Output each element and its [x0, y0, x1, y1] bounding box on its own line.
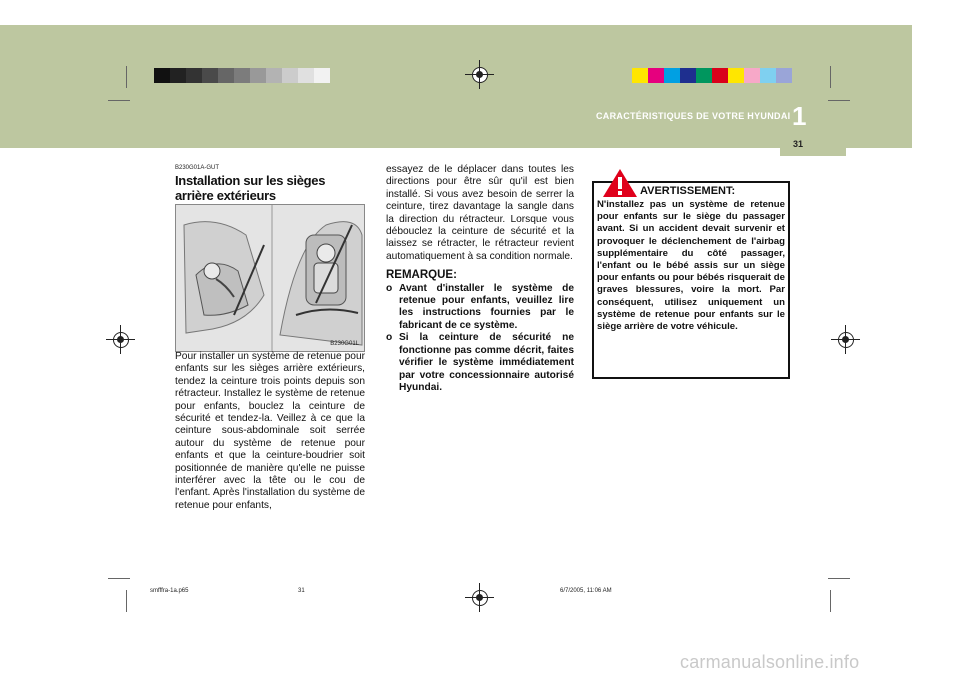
- color-swatch: [776, 68, 792, 83]
- color-swatch: [632, 68, 648, 83]
- warning-title: AVERTISSEMENT:: [640, 185, 736, 197]
- color-swatch: [202, 68, 218, 83]
- remark-item: [386, 332, 574, 394]
- color-swatch: [744, 68, 760, 83]
- crop-mark: [108, 578, 130, 579]
- footer-page: 31: [298, 588, 305, 594]
- color-swatch: [298, 68, 314, 83]
- color-swatch: [648, 68, 664, 83]
- child-seat-drawing: [176, 205, 365, 352]
- watermark: carmanualsonline.info: [680, 652, 860, 672]
- crop-mark: [108, 100, 130, 101]
- child-seat-illustration: [175, 204, 365, 352]
- registration-mark-icon: [472, 590, 488, 606]
- remark-item: [386, 283, 574, 333]
- page-number: 31: [793, 139, 804, 149]
- crop-mark: [126, 590, 127, 612]
- color-swatch: [186, 68, 202, 83]
- registration-mark-icon: [838, 332, 854, 348]
- section-code: B230G01A-GUT: [175, 165, 220, 171]
- registration-mark-icon: [113, 332, 129, 348]
- remark-bullet: o: [386, 282, 393, 294]
- color-swatch: [664, 68, 680, 83]
- footer-filename: smfffra-1a.p65: [150, 588, 189, 594]
- color-swatch: [266, 68, 282, 83]
- left-body-text: Pour installer un système de retenue pour enfants sur les sièges arrière extérieurs, tendez la ceinture trois points depuis son rétracteur. Installez le système de retenue pour enfants, bouclez la ceinture de sécurité et tendez-la. Veillez à ce que la ceinture sous-abdominale soit serrée autour du système de retenue pour enfants et que la ceinture-boudrier soit positionnée de manière qu'elle ne puisse interférer avec la tête ou le cou de l'enfant. Après l'installation du système de retenue pour enfants,: [175, 351, 365, 511]
- section-title: CARACTÉRISTIQUES DE VOTRE HYUNDAI: [596, 111, 791, 121]
- remark-bullet: o: [386, 332, 393, 344]
- color-swatch: [154, 68, 170, 83]
- crop-mark: [830, 66, 831, 88]
- color-swatch: [282, 68, 298, 83]
- warning-triangle-icon: [602, 168, 638, 198]
- color-swatch: [712, 68, 728, 83]
- figure-label: B230G01L: [330, 341, 359, 347]
- remark-text: Avant d'installer le système de retenue pour enfants, veuillez lire les instructions fournies par le fabricant de ce système.: [399, 282, 574, 331]
- warning-text: N'installez pas un système de retenue pour enfants sur le siège du passager avant. Si un accident devait survenir et provoquer le déclenchement de l'airbag supplémentaire du côté passager, l'enfant ou le bébé assis sur un siège pour enfants ou pour bébés risquerait de graves blessures, voire la mort. Par conséquent, utilisez uniquement un système de retenue pour enfants sur le siège arrière de votre véhicule.: [597, 199, 785, 333]
- color-swatch: [696, 68, 712, 83]
- middle-body-text: essayez de le déplacer dans toutes les directions pour être sûr qu'il est bien installé. Si vous avez besoin de serrer la ceinture, tirez davantage la sangle dans la direction du rétracteur. Lorsque vous débouclez la ceinture de sécurité et la laissez se rétracter, le rétracteur revient automatiquement à sa condition normale.: [386, 164, 574, 262]
- crop-mark: [126, 66, 127, 88]
- color-swatch: [170, 68, 186, 83]
- color-swatch: [760, 68, 776, 83]
- color-swatch: [250, 68, 266, 83]
- color-swatch: [728, 68, 744, 83]
- color-swatch: [680, 68, 696, 83]
- crop-mark: [828, 578, 850, 579]
- grayscale-color-bar: [154, 68, 330, 83]
- middle-column: [386, 164, 574, 394]
- remark-heading: REMARQUE:: [386, 269, 457, 282]
- section-heading: Installation sur les sièges arrière extérieurs: [175, 173, 326, 203]
- remark-list: [386, 283, 574, 395]
- registration-mark-icon: [472, 67, 488, 83]
- crop-mark: [830, 590, 831, 612]
- header-band: [0, 25, 912, 148]
- cmyk-color-bar: [632, 68, 792, 83]
- color-swatch: [314, 68, 330, 83]
- color-swatch: [234, 68, 250, 83]
- crop-mark: [828, 100, 850, 101]
- color-swatch: [218, 68, 234, 83]
- page-number-tab: [780, 128, 846, 156]
- chapter-number: 1: [792, 101, 807, 131]
- remark-text: Si la ceinture de sécurité ne fonctionne pas comme décrit, faites vérifier le système immédiatement par votre concessionnaire autorisé Hyundai.: [399, 332, 574, 393]
- footer-date: 6/7/2005, 11:06 AM: [560, 588, 612, 594]
